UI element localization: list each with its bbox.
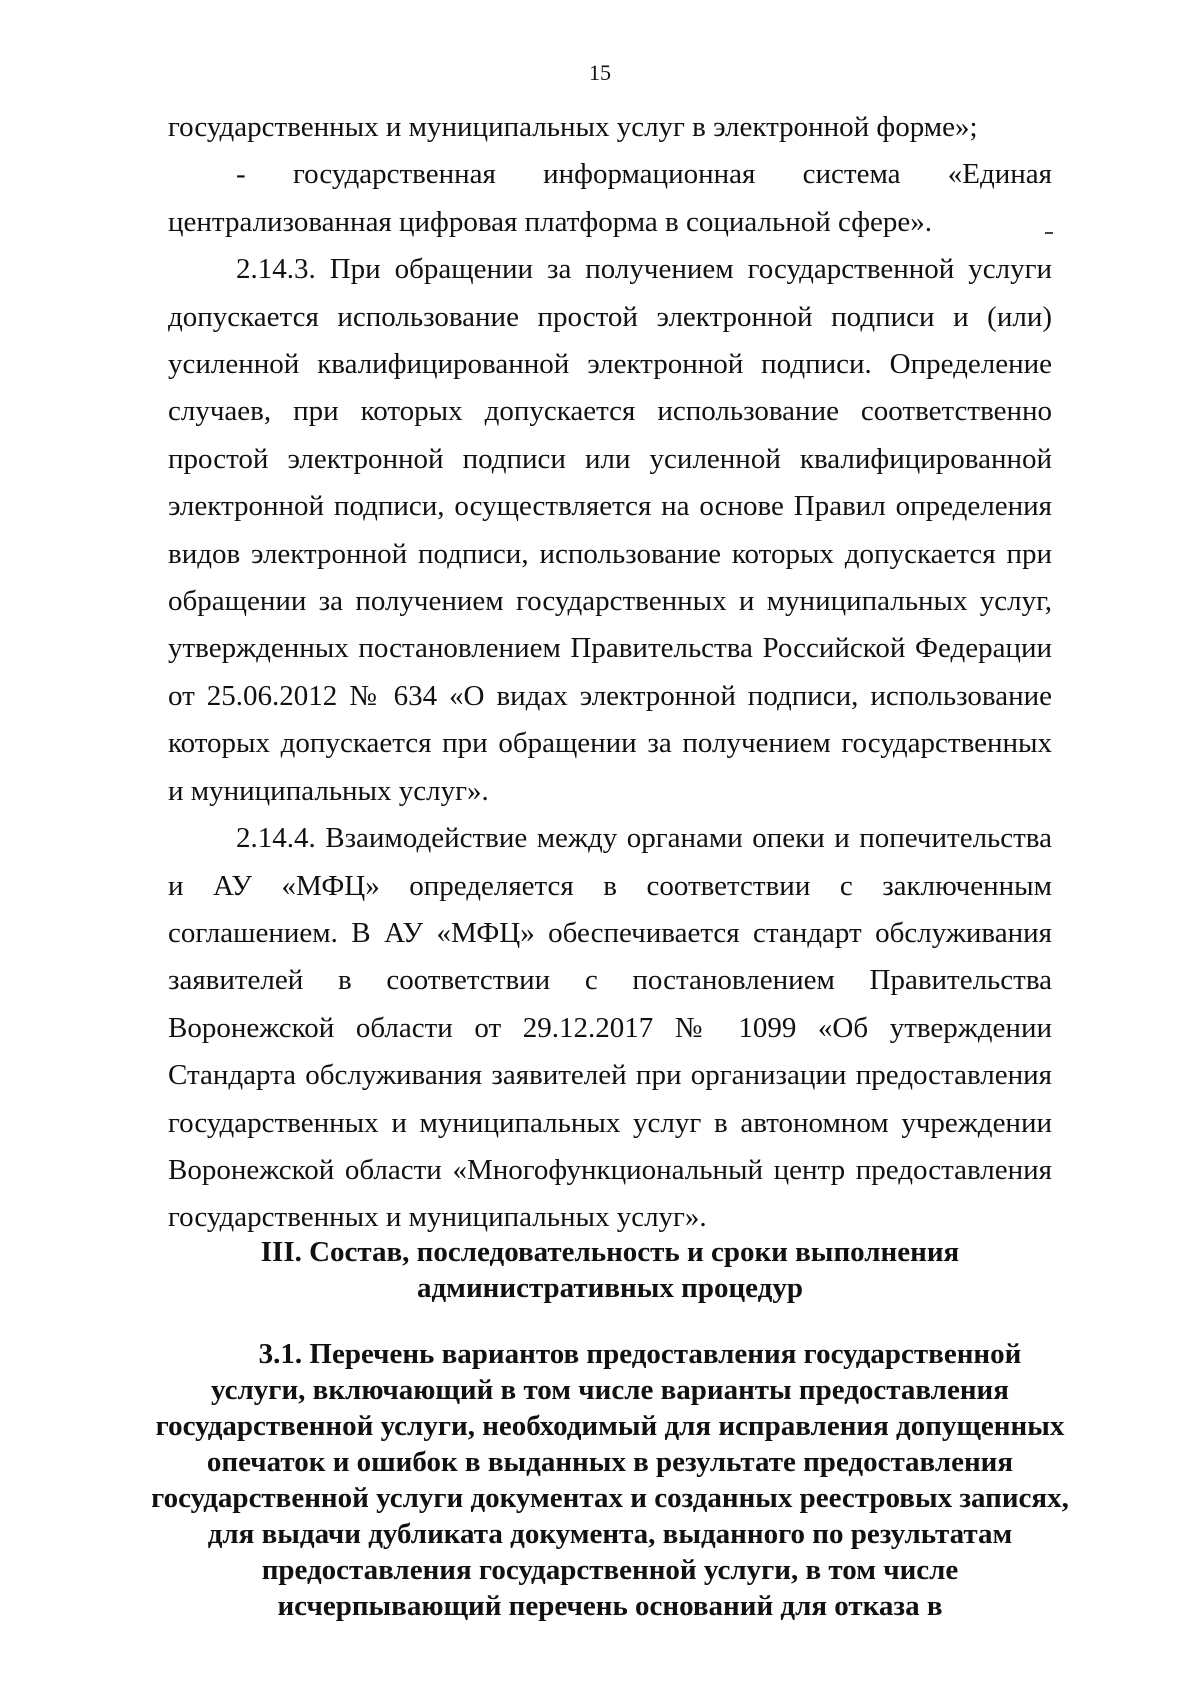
- paragraph-continuation: государственных и муниципальных услуг в электронной форме»;: [168, 111, 978, 143]
- page-number: 15: [589, 60, 611, 85]
- paragraph-2-14-3: 2.14.3. При обращении за получением государственной услуги допускается использование простой электронной подписи и (или) усиленной квалифицированной электронной подписи. Определение случаев, при которых допускается использование соответственно простой электронной подписи или усиленной квалифицированной электронной подписи, осуществляется на основе Правил определения видов электронной подписи, использование которых допускается при обращении за получением государственных и муниципальных услуг, утвержденных постановлением Правительства Российской Федерации от 25.06.2012 № 634 «О видах электронной подписи, использование которых допускается при обращении за получением государственных и муниципальных услуг».: [168, 253, 1052, 807]
- paragraph-list-item: - государственная информационная система «Единая централизованная цифровая платформа в социальной сфере».: [168, 158, 1052, 238]
- body-text: [168, 104, 1052, 1242]
- subsection-heading: 3.1. Перечень вариантов предоставления государственной услуги, включающий в том числе варианты предоставления государственной услуги, необходимый для исправления допущенных опечаток и ошибок в выданных в результате предоставления государственной услуги документах и созданных реестровых записях, для выдачи дубликата документа, выданного по результатам предоставления государственной услуги, в том числе исчерпывающий перечень оснований для отказа в: [151, 1338, 1069, 1622]
- paragraph-2-14-4: 2.14.4. Взаимодействие между органами опеки и попечительства и АУ «МФЦ» определяется в соответствии с заключенным соглашением. В АУ «МФЦ» обеспечивается стандарт обслуживания заявителей в соответствии с постановлением Правительства Воронежской области от 29.12.2017 № 1099 «Об утверждении Стандарта обслуживания заявителей при организации предоставления государственных и муниципальных услуг в автономном учреждении Воронежской области «Многофункциональный центр предоставления государственных и муниципальных услуг».: [168, 822, 1052, 1234]
- section-heading: III. Состав, последовательность и сроки выполнения административных процедур: [260, 1236, 960, 1304]
